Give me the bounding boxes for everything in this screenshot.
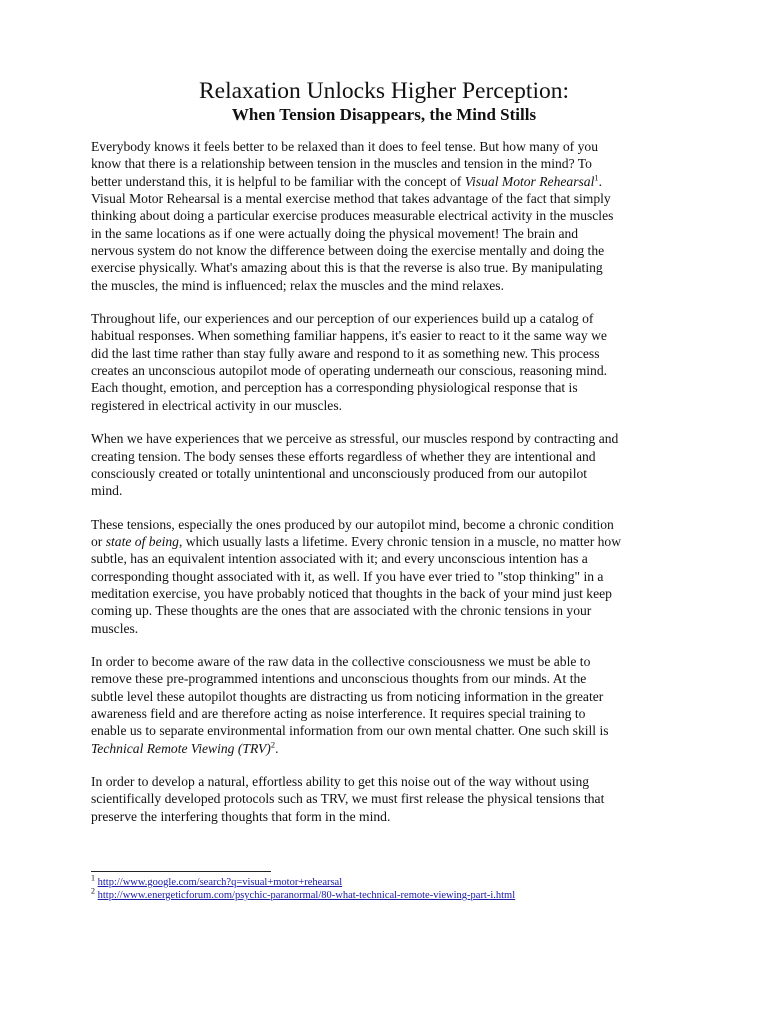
text-segment: . <box>275 740 279 756</box>
footnote-ref-2: 2 <box>270 739 276 750</box>
text-line: In order to develop a natural, effortless ability to get this noise out of the way without using <box>91 774 590 789</box>
text-line: coming up. These thoughts are the ones that are associated with the chronic tensions in your <box>91 603 592 619</box>
text-line: scientifically developed protocols such as TRV, we must first release the physical tensions that <box>91 791 605 807</box>
text-segment: better understand this, it is helpful to be familiar with the concept of <box>91 173 465 189</box>
text-line: meditation exercise, you have probably noticed that thoughts in the back of your mind just keep <box>91 585 612 601</box>
paragraph-6 <box>91 773 691 825</box>
text-line: creating tension. The body senses these efforts regardless of whether they are intentional and <box>91 448 596 464</box>
text-line: the muscles, the mind is influenced; relax the muscles and the mind relaxes. <box>91 277 504 293</box>
text-line: know that there is a relationship between tension in the muscles and tension in the mind? To <box>91 156 592 172</box>
paragraph-5 <box>91 653 691 757</box>
italic-term: Technical Remote Viewing (TRV) <box>91 740 271 756</box>
text-line: preserve the interfering thoughts that form in the mind. <box>91 808 391 824</box>
footnote-number: 2 <box>91 886 95 896</box>
footnote-1 <box>91 873 711 889</box>
text-line: mind. <box>91 483 123 499</box>
text-line: creates an unconscious autopilot mode of operating underneath our conscious, reasoning mind. <box>91 363 608 379</box>
document-subtitle: When Tension Disappears, the Mind Stills <box>231 105 537 124</box>
document-title: Relaxation Unlocks Higher Perception: <box>198 78 570 104</box>
text-line <box>91 533 691 550</box>
text-line: enable us to separate environmental information from our own mental chatter. One such skill is <box>91 723 609 739</box>
italic-term: state of being <box>105 533 179 549</box>
document-body <box>91 138 691 839</box>
footnote-link-1[interactable]: http://www.google.com/search?q=visual+motor+rehearsal <box>97 877 343 888</box>
text-line: exercise physically. What's amazing about this is that the reverse is also true. By manipulating <box>91 260 603 276</box>
text-line: subtle, has an equivalent intention associated with it; and every unconscious intention has a <box>91 551 588 567</box>
text-line: registered in electrical activity in our muscles. <box>91 397 343 413</box>
text-line: nervous system do not know the difference between doing the exercise mentally and doing the <box>91 243 605 259</box>
text-line: habitual responses. When something familiar happens, it's easier to react to it the same way we <box>91 328 607 344</box>
text-line: Throughout life, our experiences and our perception of our experiences build up a catalog of <box>91 311 594 327</box>
text-line: muscles. <box>91 620 139 636</box>
text-line: Visual Motor Rehearsal is a mental exercise method that takes advantage of the fact that simply <box>91 191 611 207</box>
paragraph-1 <box>91 138 691 294</box>
footnote-2 <box>91 886 711 902</box>
paragraph-2 <box>91 310 691 414</box>
footnote-link-2[interactable]: http://www.energeticforum.com/psychic-paranormal/80-what-technical-remote-viewing-part-i.html <box>97 890 516 901</box>
text-line: remove these pre-programmed intentions and unconscious thoughts from our minds. At the <box>91 671 587 687</box>
footnote-number: 1 <box>91 873 95 883</box>
text-line <box>91 740 691 757</box>
italic-term: Visual Motor Rehearsal <box>464 173 595 189</box>
paragraph-3 <box>91 430 691 499</box>
text-line: In order to become aware of the raw data in the collective consciousness we must be able to <box>91 653 591 669</box>
footnote-ref-1: 1 <box>594 172 599 183</box>
text-line: awareness field and are therefore acting as noise interference. It requires special training to <box>91 705 586 721</box>
text-line: corresponding thought associated with it, as well. If you have ever tried to "stop thinking" in a <box>91 568 604 584</box>
text-segment: , which usually lasts a lifetime. Every chronic tension in a muscle, no matter how <box>178 533 622 549</box>
text-line: consciously created or totally unintentional and unconsciously produced from our autopilot <box>91 465 588 481</box>
text-line: in the same locations as if one were actually doing the physical movement! The brain and <box>91 225 579 241</box>
paragraph-4 <box>91 516 691 637</box>
footnotes <box>91 873 711 902</box>
footnote-divider <box>91 871 271 872</box>
text-segment: or <box>91 533 106 549</box>
text-line <box>91 173 691 190</box>
text-line: did the last time rather than stay fully aware and respond to it as something new. This process <box>91 345 600 361</box>
text-line: Everybody knows it feels better to be relaxed than it does to feel tense. But how many of you <box>91 139 598 154</box>
text-segment: . <box>598 173 603 189</box>
text-line: These tensions, especially the ones produced by our autopilot mind, become a chronic condition <box>91 516 614 532</box>
text-line: When we have experiences that we perceive as stressful, our muscles respond by contracting and <box>91 431 619 447</box>
text-line: subtle level these autopilot thoughts are distracting us from noticing information in the greater <box>91 688 604 704</box>
text-line: thinking about doing a particular exercise produces measurable electrical activity in the muscles <box>91 208 614 224</box>
text-line: Each thought, emotion, and perception has a corresponding physiological response that is <box>91 380 578 396</box>
